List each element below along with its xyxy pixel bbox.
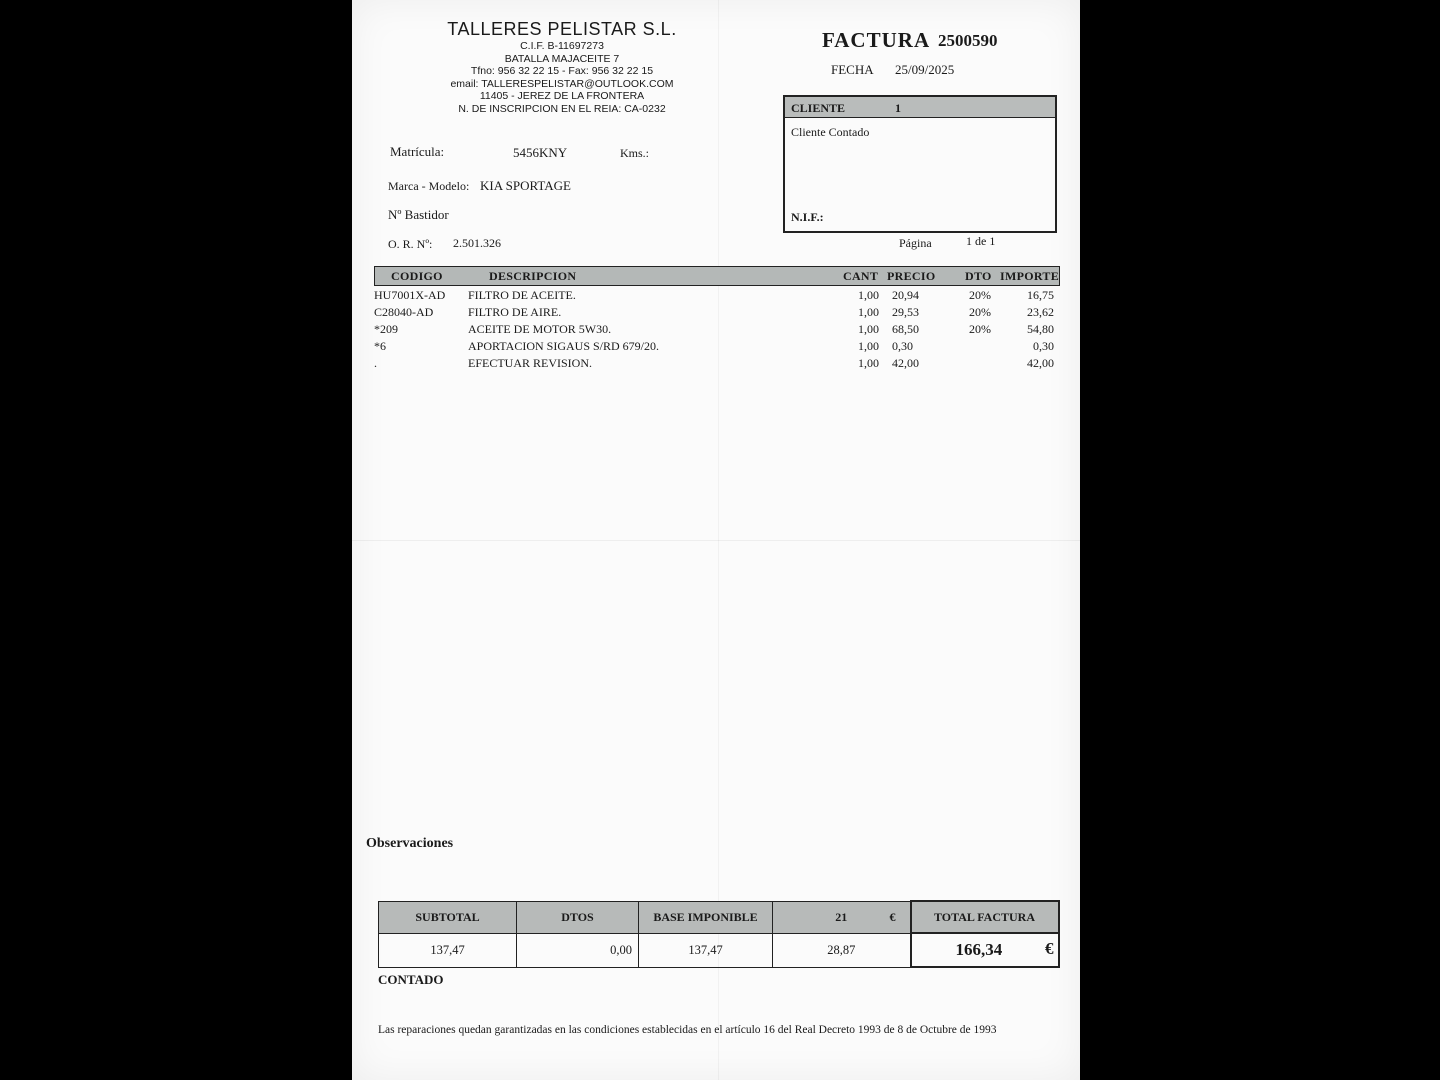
plate-label: Matrícula:	[390, 144, 445, 159]
item-code: *6	[374, 339, 386, 353]
payment-method: CONTADO	[378, 972, 444, 987]
item-qty: 1,00	[858, 339, 879, 353]
totals-value-row	[379, 933, 1059, 967]
company-name: TALLERES PELISTAR S.L.	[447, 19, 677, 39]
or-label: O. R. Nº:	[388, 237, 433, 251]
total-currency: €	[1045, 939, 1054, 958]
item-dto: 20%	[969, 288, 991, 302]
item-price: 20,94	[892, 288, 919, 302]
item-price: 42,00	[892, 356, 919, 370]
item-qty: 1,00	[858, 305, 879, 319]
warranty-footer: Las reparaciones quedan garantizadas en las condiciones establecidas en el artículo 16 del Real Decreto 1993 de 8 de Octubre de 1993	[378, 1024, 997, 1036]
item-amount: 16,75	[1027, 288, 1054, 302]
item-desc: APORTACION SIGAUS S/RD 679/20.	[468, 339, 660, 353]
invoice-number: 2500590	[938, 31, 998, 50]
company-phone: Tfno: 956 32 22 15 - Fax: 956 32 22 15	[470, 65, 654, 77]
total-value: 166,34	[955, 940, 1003, 959]
item-price: 68,50	[892, 322, 919, 336]
company-email: email: TALLERESPELISTAR@OUTLOOK.COM	[450, 77, 674, 90]
client-name: Cliente Contado	[791, 125, 870, 139]
item-desc: FILTRO DE AIRE.	[468, 305, 562, 319]
company-header	[422, 18, 702, 115]
invoice-paper	[352, 0, 1080, 1080]
col-descripcion: DESCRIPCION	[489, 269, 577, 283]
date-label: FECHA	[831, 62, 874, 77]
col-dto: DTO	[965, 269, 992, 283]
items-header	[374, 266, 1060, 286]
table-row	[352, 288, 1080, 305]
observations-label: Observaciones	[366, 836, 454, 851]
item-amount: 42,00	[1027, 356, 1054, 370]
table-row	[352, 322, 1080, 339]
totals-table	[378, 900, 1060, 968]
company-registry: N. DE INSCRIPCION EN EL REIA: CA-0232	[458, 102, 666, 115]
chassis-label: Nº Bastidor	[388, 207, 449, 222]
col-codigo: CODIGO	[391, 269, 443, 283]
col-cant: CANT	[843, 269, 879, 283]
table-row	[352, 339, 1080, 356]
item-amount: 0,30	[1033, 339, 1054, 353]
base-value: 137,47	[639, 933, 773, 967]
item-code: .	[374, 356, 377, 370]
vat-label	[773, 901, 911, 933]
company-address: BATALLA MAJACEITE 7	[504, 52, 620, 65]
client-id: 1	[895, 101, 902, 115]
col-precio: PRECIO	[887, 269, 936, 283]
vat-value: 28,87	[773, 933, 911, 967]
invoice-title: FACTURA	[822, 28, 931, 52]
col-importe: IMPORTE	[1000, 269, 1060, 283]
subtotal-value: 137,47	[379, 933, 517, 967]
total-value-cell	[911, 933, 1059, 967]
item-dto: 20%	[969, 305, 991, 319]
subtotal-label: SUBTOTAL	[379, 901, 517, 933]
invoice-date: 25/09/2025	[895, 62, 955, 77]
total-label: TOTAL FACTURA	[911, 901, 1059, 933]
item-price: 0,30	[892, 339, 913, 353]
totals-header-row	[379, 901, 1059, 933]
item-price: 29,53	[892, 305, 919, 319]
page-label: Página	[899, 236, 932, 250]
client-header	[785, 97, 1055, 118]
dtos-label: DTOS	[517, 901, 639, 933]
item-qty: 1,00	[858, 288, 879, 302]
company-cif: C.I.F. B-11697273	[520, 40, 604, 52]
item-code: C28040-AD	[374, 305, 434, 319]
item-qty: 1,00	[858, 322, 879, 336]
model-value: KIA SPORTAGE	[480, 178, 571, 193]
item-code: HU7001X-AD	[374, 288, 446, 302]
paper-fold-horizontal	[352, 540, 1080, 541]
item-code: *209	[374, 322, 398, 336]
company-city: 11405 - JEREZ DE LA FRONTERA	[479, 90, 645, 102]
model-label: Marca - Modelo:	[388, 179, 470, 193]
table-row	[352, 356, 1080, 373]
vat-rate: 21	[835, 909, 848, 924]
item-dto: 20%	[969, 322, 991, 336]
client-nif-label: N.I.F.:	[791, 210, 824, 224]
base-label: BASE IMPONIBLE	[639, 901, 773, 933]
client-label: CLIENTE	[791, 101, 846, 115]
client-box	[783, 95, 1057, 233]
dtos-value: 0,00	[517, 933, 639, 967]
item-desc: EFECTUAR REVISION.	[468, 356, 593, 370]
item-desc: ACEITE DE MOTOR 5W30.	[468, 322, 612, 336]
page-number: 1 de 1	[966, 234, 996, 248]
table-row	[352, 305, 1080, 322]
item-amount: 54,80	[1027, 322, 1054, 336]
vat-currency: €	[889, 909, 896, 924]
item-qty: 1,00	[858, 356, 879, 370]
plate-value: 5456KNY	[513, 145, 568, 160]
or-number: 2.501.326	[453, 236, 501, 250]
kms-label: Kms.:	[620, 146, 650, 160]
item-desc: FILTRO DE ACEITE.	[468, 288, 576, 302]
item-amount: 23,62	[1027, 305, 1054, 319]
